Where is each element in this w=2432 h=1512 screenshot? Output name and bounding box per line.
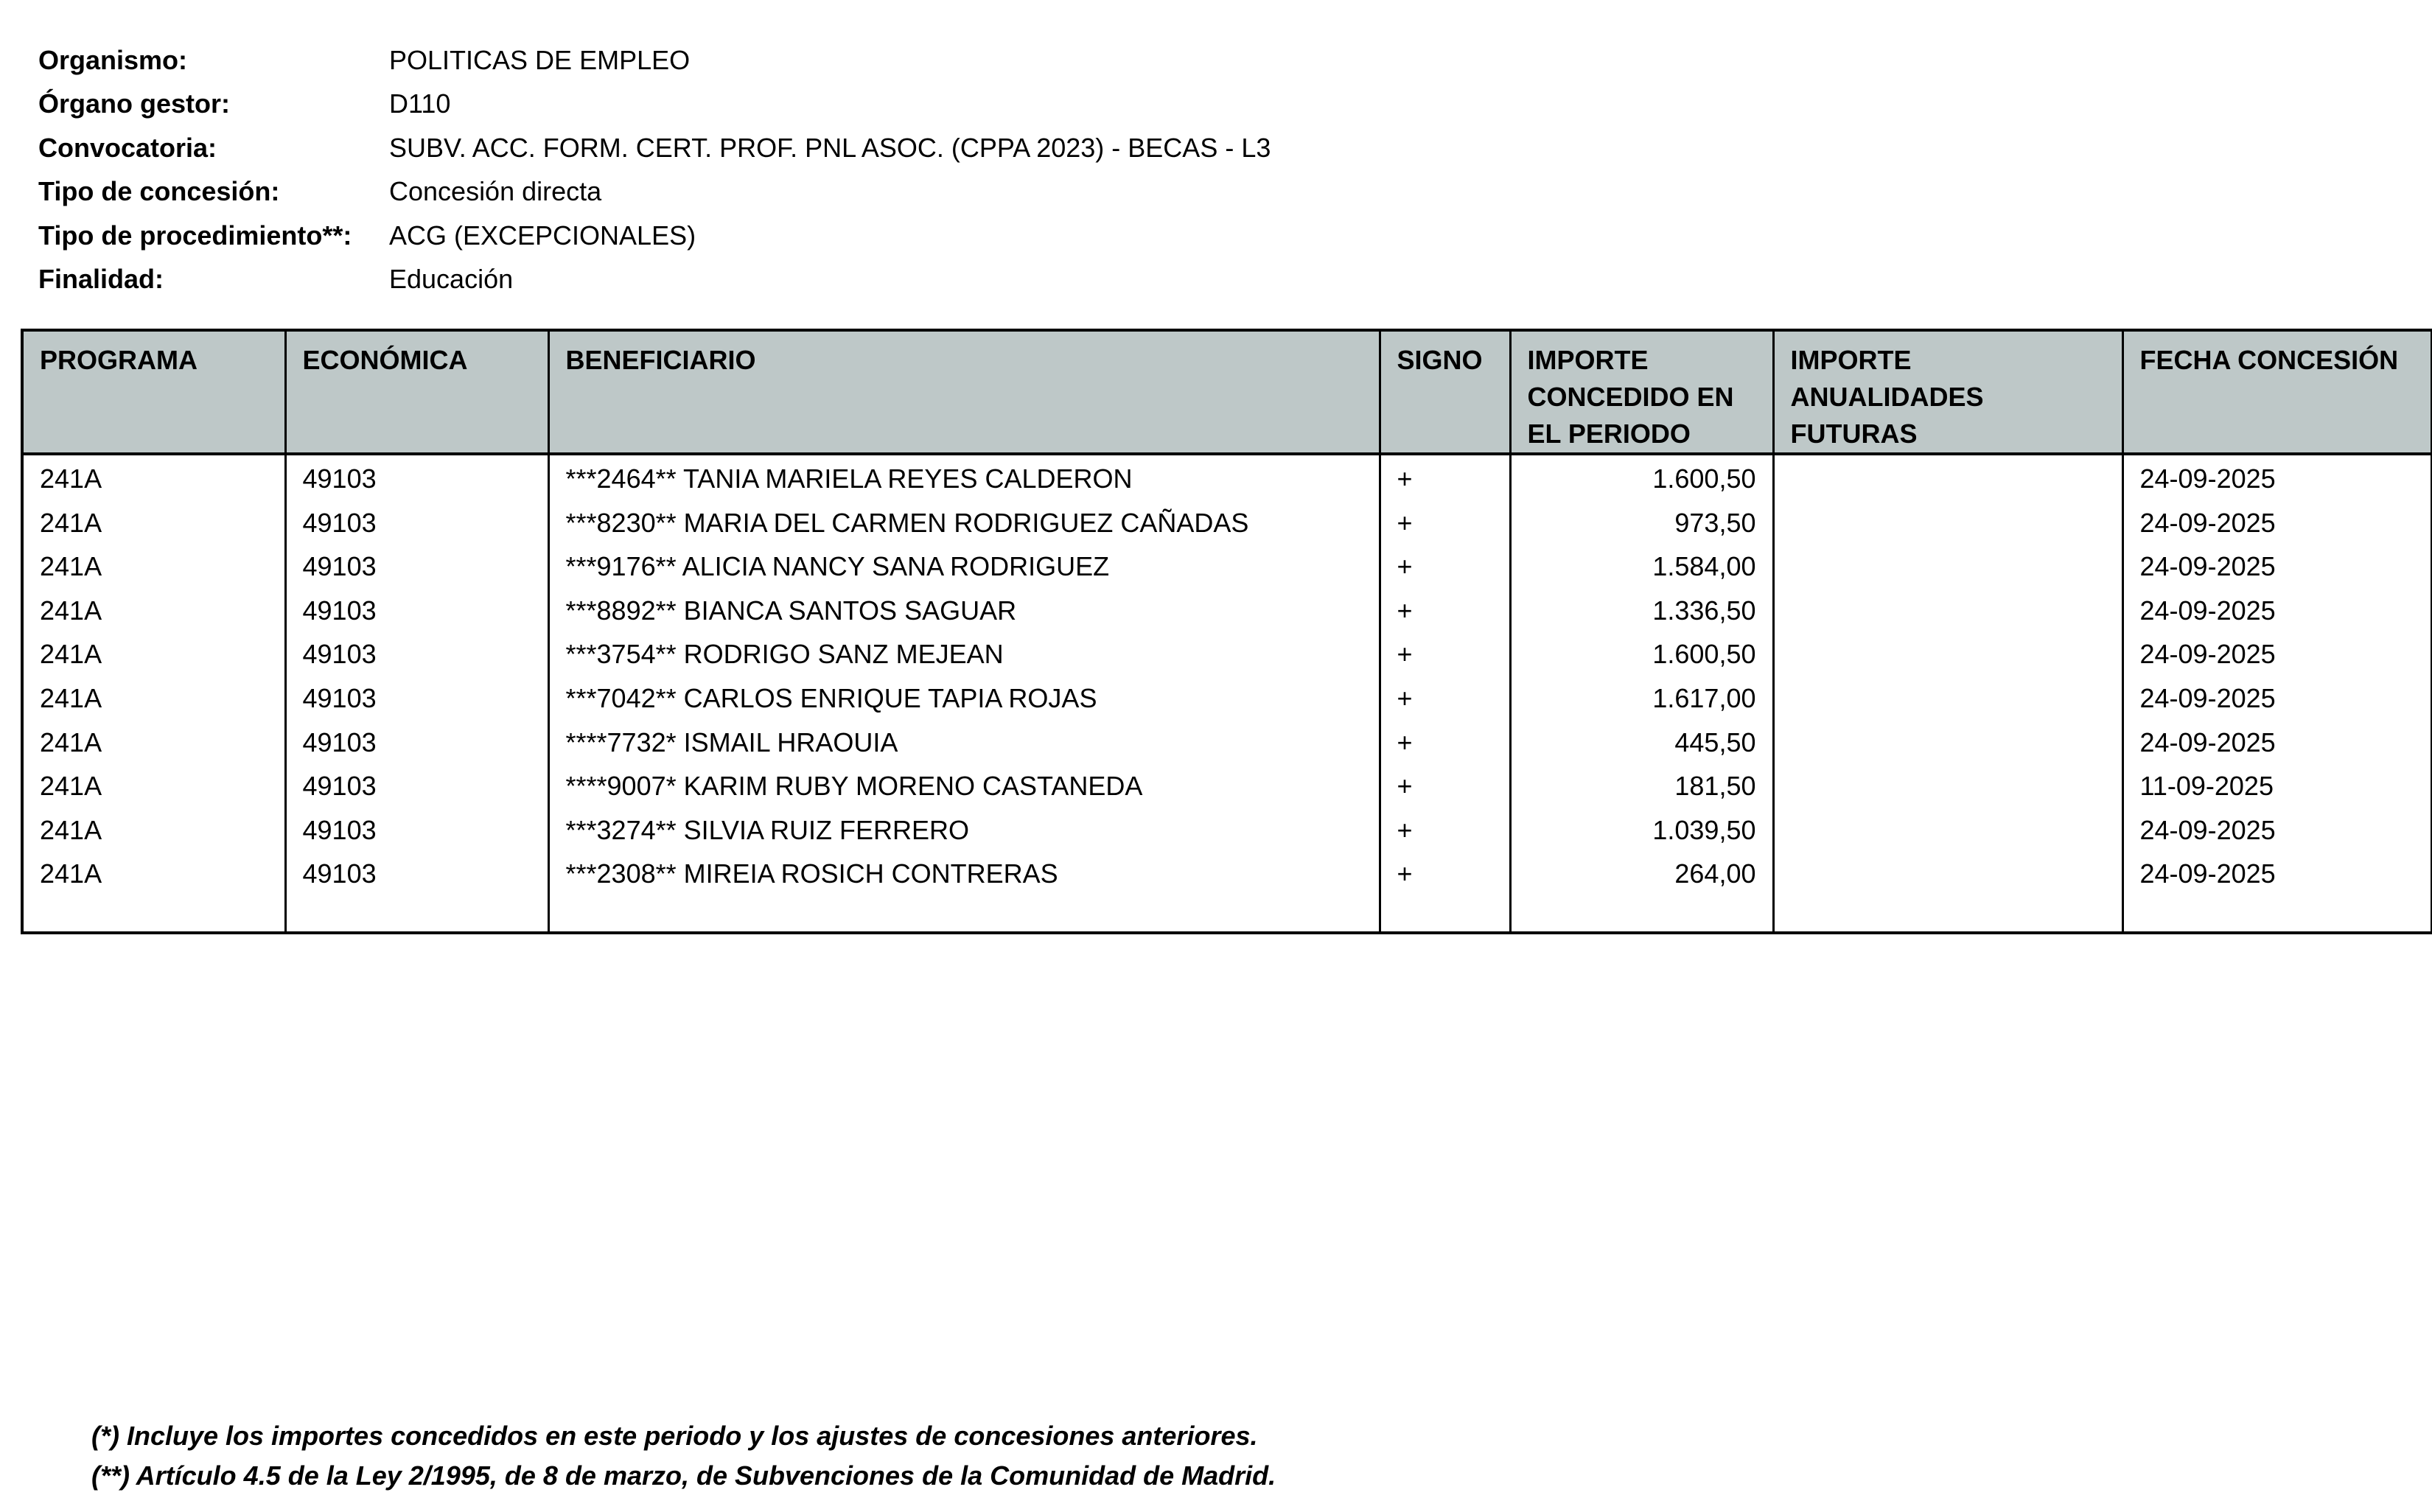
cell-programa: 241A bbox=[22, 632, 285, 676]
grants-table bbox=[21, 329, 2432, 934]
cell-importe-concedido: 1.336,50 bbox=[1510, 589, 1773, 633]
empty-cell bbox=[1510, 896, 1773, 933]
field-value: POLITICAS DE EMPLEO bbox=[389, 44, 691, 75]
cell-programa: 241A bbox=[22, 676, 285, 721]
cell-beneficiario: ***8230** MARIA DEL CARMEN RODRIGUEZ CAÑADAS bbox=[548, 501, 1380, 545]
cell-economica: 49103 bbox=[285, 545, 548, 589]
cell-importe-concedido: 264,00 bbox=[1510, 852, 1773, 896]
cell-signo: + bbox=[1380, 632, 1510, 676]
empty-cell bbox=[2122, 896, 2432, 933]
cell-beneficiario: ***2308** MIREIA ROSICH CONTRERAS bbox=[548, 852, 1380, 896]
cell-importe-anualidades bbox=[1773, 764, 2122, 808]
cell-economica: 49103 bbox=[285, 852, 548, 896]
cell-signo: + bbox=[1380, 808, 1510, 853]
footnotes bbox=[91, 1416, 1276, 1496]
cell-fecha-concesion: 24-09-2025 bbox=[2122, 808, 2432, 853]
cell-signo: + bbox=[1380, 545, 1510, 589]
cell-importe-concedido: 1.617,00 bbox=[1510, 676, 1773, 721]
cell-programa: 241A bbox=[22, 852, 285, 896]
table-row bbox=[22, 632, 2432, 676]
cell-importe-concedido: 445,50 bbox=[1510, 721, 1773, 765]
table-row bbox=[22, 454, 2432, 501]
cell-signo: + bbox=[1380, 454, 1510, 501]
table-row bbox=[22, 852, 2432, 896]
cell-beneficiario: ***3274** SILVIA RUIZ FERRERO bbox=[548, 808, 1380, 853]
cell-economica: 49103 bbox=[285, 808, 548, 853]
field-label: Tipo de procedimiento**: bbox=[38, 220, 352, 251]
cell-economica: 49103 bbox=[285, 454, 548, 501]
cell-fecha-concesion: 24-09-2025 bbox=[2122, 676, 2432, 721]
cell-importe-anualidades bbox=[1773, 501, 2122, 545]
empty-cell bbox=[22, 896, 285, 933]
cell-fecha-concesion: 24-09-2025 bbox=[2122, 589, 2432, 633]
cell-economica: 49103 bbox=[285, 676, 548, 721]
cell-signo: + bbox=[1380, 764, 1510, 808]
column-header-importe-anualidades: IMPORTE ANUALIDADES FUTURAS bbox=[1773, 330, 2122, 454]
footnote: (**) Artículo 4.5 de la Ley 2/1995, de 8 de marzo, de Subvenciones de la Comunidad de Madrid. bbox=[91, 1460, 1276, 1491]
field-organo-gestor bbox=[38, 83, 1271, 127]
table-row bbox=[22, 545, 2432, 589]
cell-importe-anualidades bbox=[1773, 721, 2122, 765]
field-value: D110 bbox=[389, 88, 451, 119]
cell-fecha-concesion: 24-09-2025 bbox=[2122, 545, 2432, 589]
cell-importe-anualidades bbox=[1773, 589, 2122, 633]
cell-importe-concedido: 181,50 bbox=[1510, 764, 1773, 808]
table-header bbox=[22, 330, 2432, 454]
cell-beneficiario: ***3754** RODRIGO SANZ MEJEAN bbox=[548, 632, 1380, 676]
column-header-economica: ECONÓMICA bbox=[285, 330, 548, 454]
cell-importe-anualidades bbox=[1773, 632, 2122, 676]
column-header-importe-concedido: IMPORTE CONCEDIDO EN EL PERIODO bbox=[1510, 330, 1773, 454]
field-label: Convocatoria: bbox=[38, 132, 217, 163]
table-row bbox=[22, 589, 2432, 633]
field-organismo bbox=[38, 38, 1271, 83]
field-tipo-concesion bbox=[38, 170, 1271, 214]
table-row bbox=[22, 676, 2432, 721]
field-value: SUBV. ACC. FORM. CERT. PROF. PNL ASOC. (CPPA 2023) - BECAS - L3 bbox=[389, 132, 1271, 163]
cell-signo: + bbox=[1380, 676, 1510, 721]
cell-programa: 241A bbox=[22, 589, 285, 633]
cell-importe-concedido: 1.584,00 bbox=[1510, 545, 1773, 589]
cell-importe-anualidades bbox=[1773, 676, 2122, 721]
field-convocatoria bbox=[38, 126, 1271, 170]
cell-signo: + bbox=[1380, 852, 1510, 896]
cell-fecha-concesion: 24-09-2025 bbox=[2122, 852, 2432, 896]
cell-importe-anualidades bbox=[1773, 808, 2122, 853]
empty-cell bbox=[285, 896, 548, 933]
cell-programa: 241A bbox=[22, 501, 285, 545]
cell-economica: 49103 bbox=[285, 501, 548, 545]
field-tipo-procedimiento bbox=[38, 214, 1271, 258]
column-header-beneficiario: BENEFICIARIO bbox=[548, 330, 1380, 454]
cell-programa: 241A bbox=[22, 764, 285, 808]
cell-signo: + bbox=[1380, 589, 1510, 633]
cell-importe-concedido: 973,50 bbox=[1510, 501, 1773, 545]
cell-economica: 49103 bbox=[285, 632, 548, 676]
cell-fecha-concesion: 24-09-2025 bbox=[2122, 632, 2432, 676]
cell-fecha-concesion: 24-09-2025 bbox=[2122, 454, 2432, 501]
field-value: Educación bbox=[389, 264, 514, 295]
table-row bbox=[22, 501, 2432, 545]
cell-signo: + bbox=[1380, 721, 1510, 765]
field-label: Finalidad: bbox=[38, 264, 164, 295]
cell-beneficiario: ***7042** CARLOS ENRIQUE TAPIA ROJAS bbox=[548, 676, 1380, 721]
cell-economica: 49103 bbox=[285, 589, 548, 633]
cell-fecha-concesion: 24-09-2025 bbox=[2122, 501, 2432, 545]
column-header-fecha-concesion: FECHA CONCESIÓN bbox=[2122, 330, 2432, 454]
cell-economica: 49103 bbox=[285, 764, 548, 808]
field-label: Órgano gestor: bbox=[38, 88, 231, 119]
cell-beneficiario: ***8892** BIANCA SANTOS SAGUAR bbox=[548, 589, 1380, 633]
empty-cell bbox=[548, 896, 1380, 933]
cell-importe-anualidades bbox=[1773, 852, 2122, 896]
table-body bbox=[22, 454, 2432, 933]
table-spacer-row bbox=[22, 896, 2432, 933]
empty-cell bbox=[1773, 896, 2122, 933]
cell-economica: 49103 bbox=[285, 721, 548, 765]
field-finalidad bbox=[38, 258, 1271, 302]
table-row bbox=[22, 721, 2432, 765]
cell-fecha-concesion: 11-09-2025 bbox=[2122, 764, 2432, 808]
table-row bbox=[22, 764, 2432, 808]
cell-importe-concedido: 1.039,50 bbox=[1510, 808, 1773, 853]
cell-beneficiario: ****7732* ISMAIL HRAOUIA bbox=[548, 721, 1380, 765]
cell-importe-anualidades bbox=[1773, 454, 2122, 501]
cell-programa: 241A bbox=[22, 808, 285, 853]
cell-signo: + bbox=[1380, 501, 1510, 545]
field-value: Concesión directa bbox=[389, 176, 602, 207]
column-header-signo: SIGNO bbox=[1380, 330, 1510, 454]
cell-importe-concedido: 1.600,50 bbox=[1510, 454, 1773, 501]
cell-programa: 241A bbox=[22, 721, 285, 765]
cell-importe-concedido: 1.600,50 bbox=[1510, 632, 1773, 676]
cell-fecha-concesion: 24-09-2025 bbox=[2122, 721, 2432, 765]
cell-programa: 241A bbox=[22, 545, 285, 589]
cell-beneficiario: ***2464** TANIA MARIELA REYES CALDERON bbox=[548, 454, 1380, 501]
field-value: ACG (EXCEPCIONALES) bbox=[389, 220, 696, 251]
header-fields bbox=[38, 38, 1271, 301]
cell-importe-anualidades bbox=[1773, 545, 2122, 589]
cell-beneficiario: ***9176** ALICIA NANCY SANA RODRIGUEZ bbox=[548, 545, 1380, 589]
table-row bbox=[22, 808, 2432, 853]
cell-programa: 241A bbox=[22, 454, 285, 501]
footnote: (*) Incluye los importes concedidos en este periodo y los ajustes de concesiones anteriores. bbox=[91, 1421, 1258, 1451]
column-header-programa: PROGRAMA bbox=[22, 330, 285, 454]
empty-cell bbox=[1380, 896, 1510, 933]
field-label: Tipo de concesión: bbox=[38, 176, 280, 207]
field-label: Organismo: bbox=[38, 44, 188, 75]
cell-beneficiario: ****9007* KARIM RUBY MORENO CASTANEDA bbox=[548, 764, 1380, 808]
